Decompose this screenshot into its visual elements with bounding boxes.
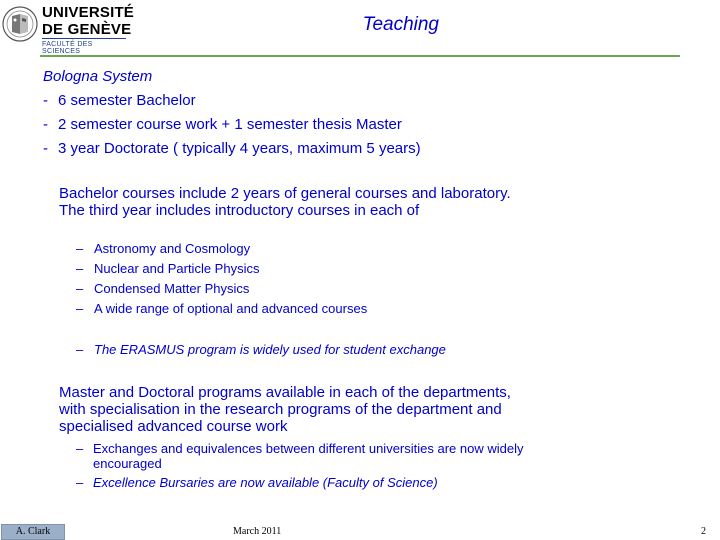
list-item-text: A wide range of optional and advanced courses [94, 301, 368, 316]
faculty-name: FACULTÉ DES SCIENCES [42, 41, 93, 55]
university-logo [2, 2, 135, 55]
exchanges-text: Exchanges and equivalences between different universities are now widely encouraged [93, 441, 524, 471]
bullet-dash: – [76, 241, 84, 256]
master-paragraph: Master and Doctoral programs available in each of the departments, with specialisation in the research programs of the department and specialised advanced course work [59, 384, 511, 435]
list-item-text: Condensed Matter Physics [94, 281, 250, 296]
bullet-dash: – [76, 281, 84, 296]
list-item-text: Nuclear and Particle Physics [94, 261, 260, 276]
bullet-dash: – [76, 441, 84, 456]
logo-divider [42, 38, 126, 39]
list-item-text: 3 year Doctorate ( typically 4 years, maximum 5 years) [58, 140, 421, 157]
bullet-dash: – [76, 475, 84, 490]
page-number: 2 [701, 526, 706, 537]
bullet-dash: - [43, 116, 48, 133]
list-item [43, 116, 421, 140]
header-rule [40, 55, 680, 57]
footer-date: March 2011 [233, 526, 282, 537]
bachelor-paragraph: Bachelor courses include 2 years of general courses and laboratory. The third year includes introductory courses in each of [59, 185, 511, 219]
list-item [76, 301, 367, 321]
bullet-dash: - [43, 140, 48, 157]
university-name [42, 4, 134, 38]
author-label: A. Clark [1, 524, 65, 540]
list-item [43, 92, 421, 116]
bursaries-text: Excellence Bursaries are now available (Faculty of Science) [93, 475, 438, 490]
list-item-text: 2 semester course work + 1 semester thesis Master [58, 116, 402, 133]
erasmus-note [76, 342, 446, 357]
bullet-dash: – [76, 261, 84, 276]
list-item-text: 6 semester Bachelor [58, 92, 196, 109]
erasmus-text: The ERASMUS program is widely used for student exchange [94, 342, 446, 357]
university-name-line2: DE GENÈVE [42, 21, 132, 38]
list-item [43, 140, 421, 164]
university-crest-icon [2, 4, 38, 44]
list-item [76, 261, 367, 281]
slide-title: Teaching [362, 14, 439, 35]
bursaries-item [76, 475, 536, 490]
bullet-dash: – [76, 301, 84, 316]
university-name-line1: UNIVERSITÉ [42, 4, 135, 21]
bologna-heading: Bologna System [43, 68, 153, 85]
bullet-dash: - [43, 92, 48, 109]
exchanges-item [76, 441, 536, 471]
list-item [76, 241, 367, 261]
list-item-text: Astronomy and Cosmology [94, 241, 251, 256]
bachelor-course-list [76, 241, 367, 321]
list-item [76, 281, 367, 301]
bullet-dash: – [76, 342, 84, 357]
bologna-list [43, 92, 421, 164]
